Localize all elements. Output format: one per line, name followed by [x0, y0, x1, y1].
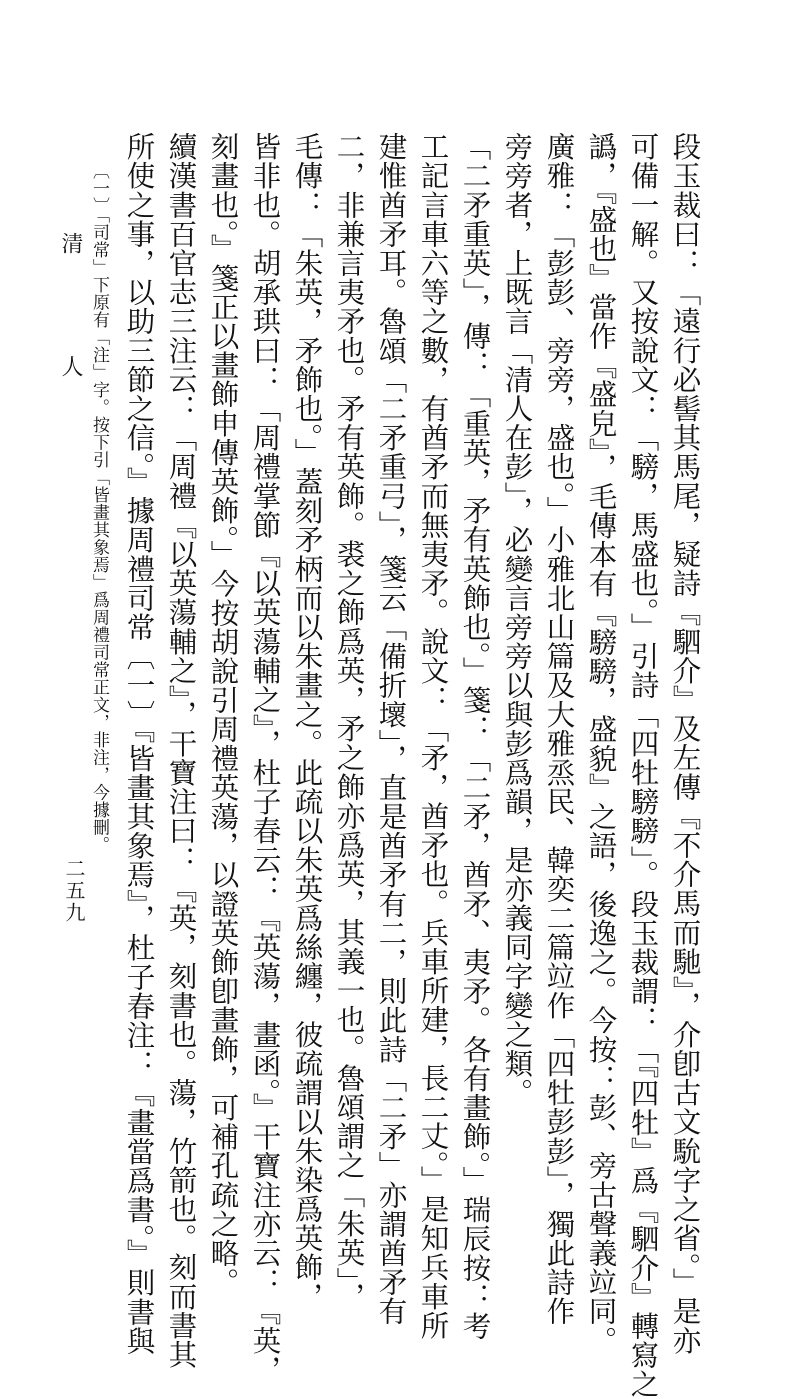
text-column: 刻畫也。』箋正以畫飾申傳英飾。」今按胡說引周禮英蕩，以證英飾卽畫飾，可補孔疏之略。	[206, 132, 240, 1297]
text-column: 皆非也。胡承珙曰：「周禮掌節『以英蕩輔之』，杜子春云：『英蕩，畫函。』干寶注亦云：『英，	[248, 132, 282, 1384]
text-column: 可備一解。又按說文：「騯，馬盛也。」引詩「四牡騯騯」。段玉裁謂：「『四牡』爲『駟介』轉寫之	[626, 132, 660, 1399]
text-column: 工記言車六等之數，有酋矛而無夷矛。說文：「矛，酋矛也。兵車所建，長二丈。」是知兵車所	[416, 132, 450, 1340]
text-column: 廣雅：「彭彭、旁旁，盛也。」小雅北山篇及大雅烝民、韓奕二篇竝作「四牡彭彭」，獨此詩作	[542, 132, 576, 1326]
text-column: 「二矛重英」，傳：「重英，矛有英飾也。」箋：「二矛，酋矛、夷矛。各有畫飾。」瑞辰按：考	[458, 132, 492, 1341]
text-column: 所使之事，以助三節之信。』據周禮司常〔一〕『皆畫其象焉』，杜子春注：『畫當爲書。』則書與	[122, 132, 156, 1356]
text-column: 旁旁者，上既言「清人在彭」，必變言旁旁以與彭爲韻，是亦義同字變之類。	[500, 132, 534, 1108]
text-column: 段玉裁曰：「遠行必髻其馬尾，疑詩『駟介』及左傳『不介馬而馳』，介卽古文馻字之省。」是亦	[668, 132, 702, 1355]
text-column: 譌，『盛也』當作『盛皃』，毛傳本有『騯騯，盛貌』之語，後逸之。今按：彭、旁古聲義竝同。	[584, 132, 618, 1355]
running-head: 清 人	[58, 232, 83, 415]
page-number: 二五九	[62, 858, 86, 924]
footnote: 〔一〕「司常」下原有「注」字。按下引「皆畫其象焉」爲周禮司常正文，非注，今據刪。	[89, 162, 109, 854]
text-column: 建惟酋矛耳。魯頌「二矛重弓」，箋云「備折壞」，直是酋矛有二，則此詩「二矛」亦謂酋矛有	[374, 132, 408, 1326]
text-column: 毛傳：「朱英，矛飾也。」蓋刻矛柄而以朱畫之。此疏以朱英爲絲纏，彼疏謂以朱染爲英飾，	[290, 132, 324, 1311]
text-column: 二，非兼言夷矛也。矛有英飾。裘之飾爲英，矛之飾亦爲英，其義一也。魯頌謂之「朱英」，	[332, 132, 366, 1311]
text-column: 續漢書百官志三注云：「周禮『以英蕩輔之』，干寶注曰：『英，刻書也。蕩，竹箭也。刻而書其	[164, 132, 198, 1370]
